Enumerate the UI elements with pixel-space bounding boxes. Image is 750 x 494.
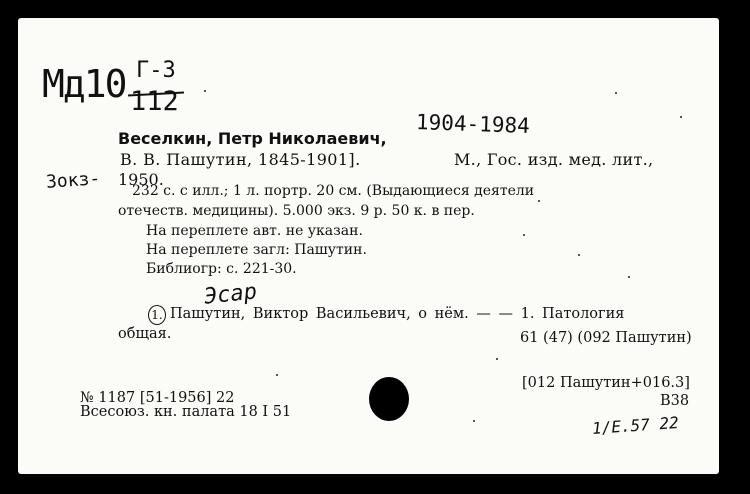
- scan-speck: [523, 234, 525, 236]
- classification: [012 Пашутин+016.3]: [522, 375, 690, 391]
- catalog-number: № 1187 [51-1956] 22: [80, 390, 235, 406]
- title-line: В. В. Пашутин, 1845-1901].: [120, 150, 361, 169]
- collation-line-2: отечеств. медицины). 5.000 экз. 9 р. 50 к. в пер.: [118, 203, 475, 219]
- corner-handwritten-note: 1/Е.57 22: [591, 412, 680, 439]
- tracing-number: 1.: [148, 305, 166, 325]
- margin-note: Зокз-: [45, 168, 101, 193]
- scan-speck: [538, 200, 540, 202]
- scan-speck: [680, 116, 682, 118]
- heading-author: Веселкин, Петр Николаевич,: [118, 129, 387, 148]
- scan-speck: [473, 420, 475, 422]
- note-3: Библиогр: с. 221-30.: [146, 261, 297, 277]
- collation-line-1: 232 с. с илл.; 1 л. портр. 20 см. (Выдающиеся деятели: [132, 183, 535, 199]
- note-2: На переплете загл: Пашутин.: [146, 242, 367, 258]
- imprint: М., Гос. изд. мед. лит.,: [454, 150, 654, 169]
- call-number-numerator: Г-3: [136, 58, 176, 83]
- punch-hole: [369, 377, 409, 421]
- scan-speck: [628, 276, 630, 278]
- tracing-line-1: Пашутин, Виктор Васильевич, о нём. — — 1. Патология: [170, 306, 625, 322]
- call-number-denominator: 112: [130, 86, 179, 117]
- scan-speck: [578, 254, 580, 256]
- printer-line: Всесоюз. кн. палата 18 I 51: [80, 404, 292, 420]
- catalog-card: [18, 18, 719, 474]
- udc-code: 61 (47) (092 Пашутин): [520, 330, 692, 346]
- scan-speck: [496, 358, 498, 360]
- code: В38: [660, 393, 690, 409]
- handwritten-signature: Эсар: [202, 279, 259, 310]
- year: 1950.: [118, 170, 164, 189]
- handwritten-years: 1904-1984: [415, 110, 531, 138]
- tracing-line-2: общая.: [118, 326, 172, 342]
- scan-speck: [204, 90, 206, 92]
- call-number-prefix: Mд10: [42, 62, 126, 106]
- scan-speck: [615, 92, 617, 94]
- note-1: На переплете авт. не указан.: [146, 223, 363, 239]
- scan-speck: [276, 374, 278, 376]
